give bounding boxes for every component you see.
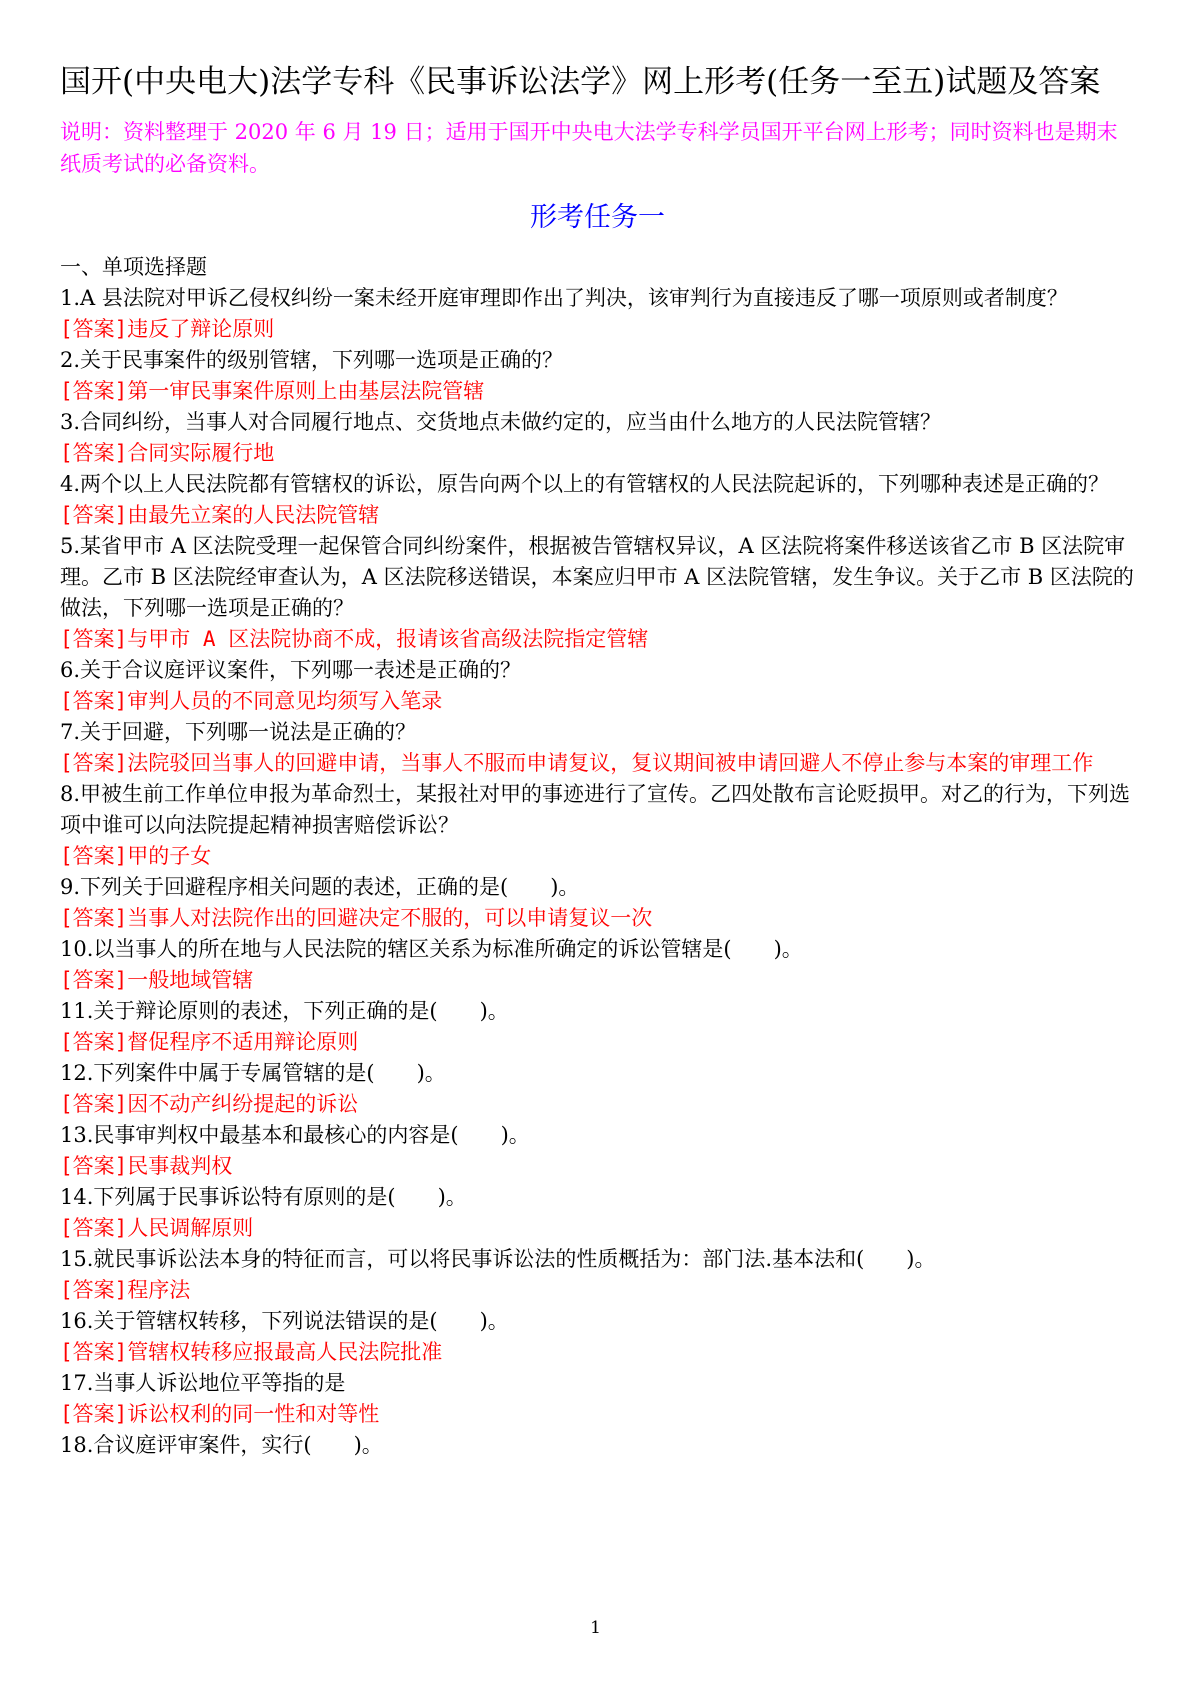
page-number: 1 bbox=[590, 1618, 601, 1638]
answer-text: [答案]甲的子女 bbox=[60, 844, 212, 868]
question-text: 13.民事审判权中最基本和最核心的内容是( )。 bbox=[60, 1123, 530, 1147]
question-text: 8.甲被生前工作单位申报为革命烈士，某报社对甲的事迹进行了宣传。乙四处散布言论贬损甲。对乙的行为，下列选项中谁可以向法院提起精神损害赔偿诉讼？ bbox=[60, 782, 1131, 837]
question-text: 3.合同纠纷，当事人对合同履行地点、交货地点未做约定的，应当由什么地方的人民法院管辖？ bbox=[60, 410, 942, 434]
answer-text: [答案]管辖权转移应报最高人民法院批准 bbox=[60, 1340, 443, 1364]
question-text: 16.关于管辖权转移，下列说法错误的是( )。 bbox=[60, 1309, 509, 1333]
question-text: 18.合议庭评审案件，实行( )。 bbox=[60, 1433, 383, 1457]
answer-text: [答案]因不动产纠纷提起的诉讼 bbox=[60, 1092, 359, 1116]
question-text: 11.关于辩论原则的表述，下列正确的是( )。 bbox=[60, 999, 509, 1023]
answer-text: [答案]诉讼权利的同一性和对等性 bbox=[60, 1402, 380, 1426]
question-text: 7.关于回避，下列哪一说法是正确的？ bbox=[60, 720, 417, 744]
answer-text: [答案]民事裁判权 bbox=[60, 1154, 233, 1178]
question-text: 1.A 县法院对甲诉乙侵权纠纷一案未经开庭审理即作出了判决，该审判行为直接违反了哪一项原则或者制度？ bbox=[60, 286, 1068, 310]
question-text: 2.关于民事案件的级别管辖，下列哪一选项是正确的？ bbox=[60, 348, 564, 372]
answer-text: [答案]当事人对法院作出的回避决定不服的，可以申请复议一次 bbox=[60, 906, 653, 930]
question-text: 14.下列属于民事诉讼特有原则的是( )。 bbox=[60, 1185, 467, 1209]
answer-text: [答案]由最先立案的人民法院管辖 bbox=[60, 503, 380, 527]
answer-text: [答案]与甲市 A 区法院协商不成，报请该省高级法院指定管辖 bbox=[60, 627, 649, 651]
answer-text: [答案]督促程序不适用辩论原则 bbox=[60, 1030, 359, 1054]
question-text: 5.某省甲市 A 区法院受理一起保管合同纠纷案件，根据被告管辖权异议，A 区法院将案件移送该省乙市 B 区法院审理。乙市 B 区法院经审查认为，A 区法院移送错误，本案应归甲市 A 区法院管辖，发生争议。关于乙市 B 区法院的做法，下列哪一选项是正确的？ bbox=[60, 534, 1134, 620]
question-list bbox=[60, 283, 1135, 1461]
answer-text: [答案]一般地域管辖 bbox=[60, 968, 254, 992]
section-title: 形考任务一 bbox=[530, 202, 665, 233]
part-title: 一、单项选择题 bbox=[60, 255, 207, 279]
question-text: 17.当事人诉讼地位平等指的是 bbox=[60, 1371, 346, 1395]
page-content bbox=[60, 60, 1135, 1461]
question-text: 9.下列关于回避程序相关问题的表述，正确的是( )。 bbox=[60, 875, 580, 899]
answer-text: [答案]法院驳回当事人的回避申请，当事人不服而申请复议，复议期间被申请回避人不停止参与本案的审理工作 bbox=[60, 751, 1094, 775]
document-title: 国开(中央电大)法学专科《民事诉讼法学》网上形考(任务一至五)试题及答案 bbox=[60, 64, 1101, 100]
document-note: 说明：资料整理于 2020 年 6 月 19 日；适用于国开中央电大法学专科学员国开平台网上形考；同时资料也是期末纸质考试的必备资料。 bbox=[60, 120, 1118, 176]
question-text: 10.以当事人的所在地与人民法院的辖区关系为标准所确定的诉讼管辖是( )。 bbox=[60, 937, 803, 961]
question-text: 12.下列案件中属于专属管辖的是( )。 bbox=[60, 1061, 446, 1085]
answer-text: [答案]合同实际履行地 bbox=[60, 441, 275, 465]
question-text: 6.关于合议庭评议案件，下列哪一表述是正确的？ bbox=[60, 658, 522, 682]
question-text: 15.就民事诉讼法本身的特征而言，可以将民事诉讼法的性质概括为：部门法.基本法和( )。 bbox=[60, 1247, 936, 1271]
answer-text: [答案]人民调解原则 bbox=[60, 1216, 254, 1240]
answer-text: [答案]第一审民事案件原则上由基层法院管辖 bbox=[60, 379, 485, 403]
answer-text: [答案]违反了辩论原则 bbox=[60, 317, 275, 341]
answer-text: [答案]程序法 bbox=[60, 1278, 191, 1302]
question-text: 4.两个以上人民法院都有管辖权的诉讼，原告向两个以上的有管辖权的人民法院起诉的，下列哪种表述是正确的？ bbox=[60, 472, 1110, 496]
answer-text: [答案]审判人员的不同意见均须写入笔录 bbox=[60, 689, 443, 713]
